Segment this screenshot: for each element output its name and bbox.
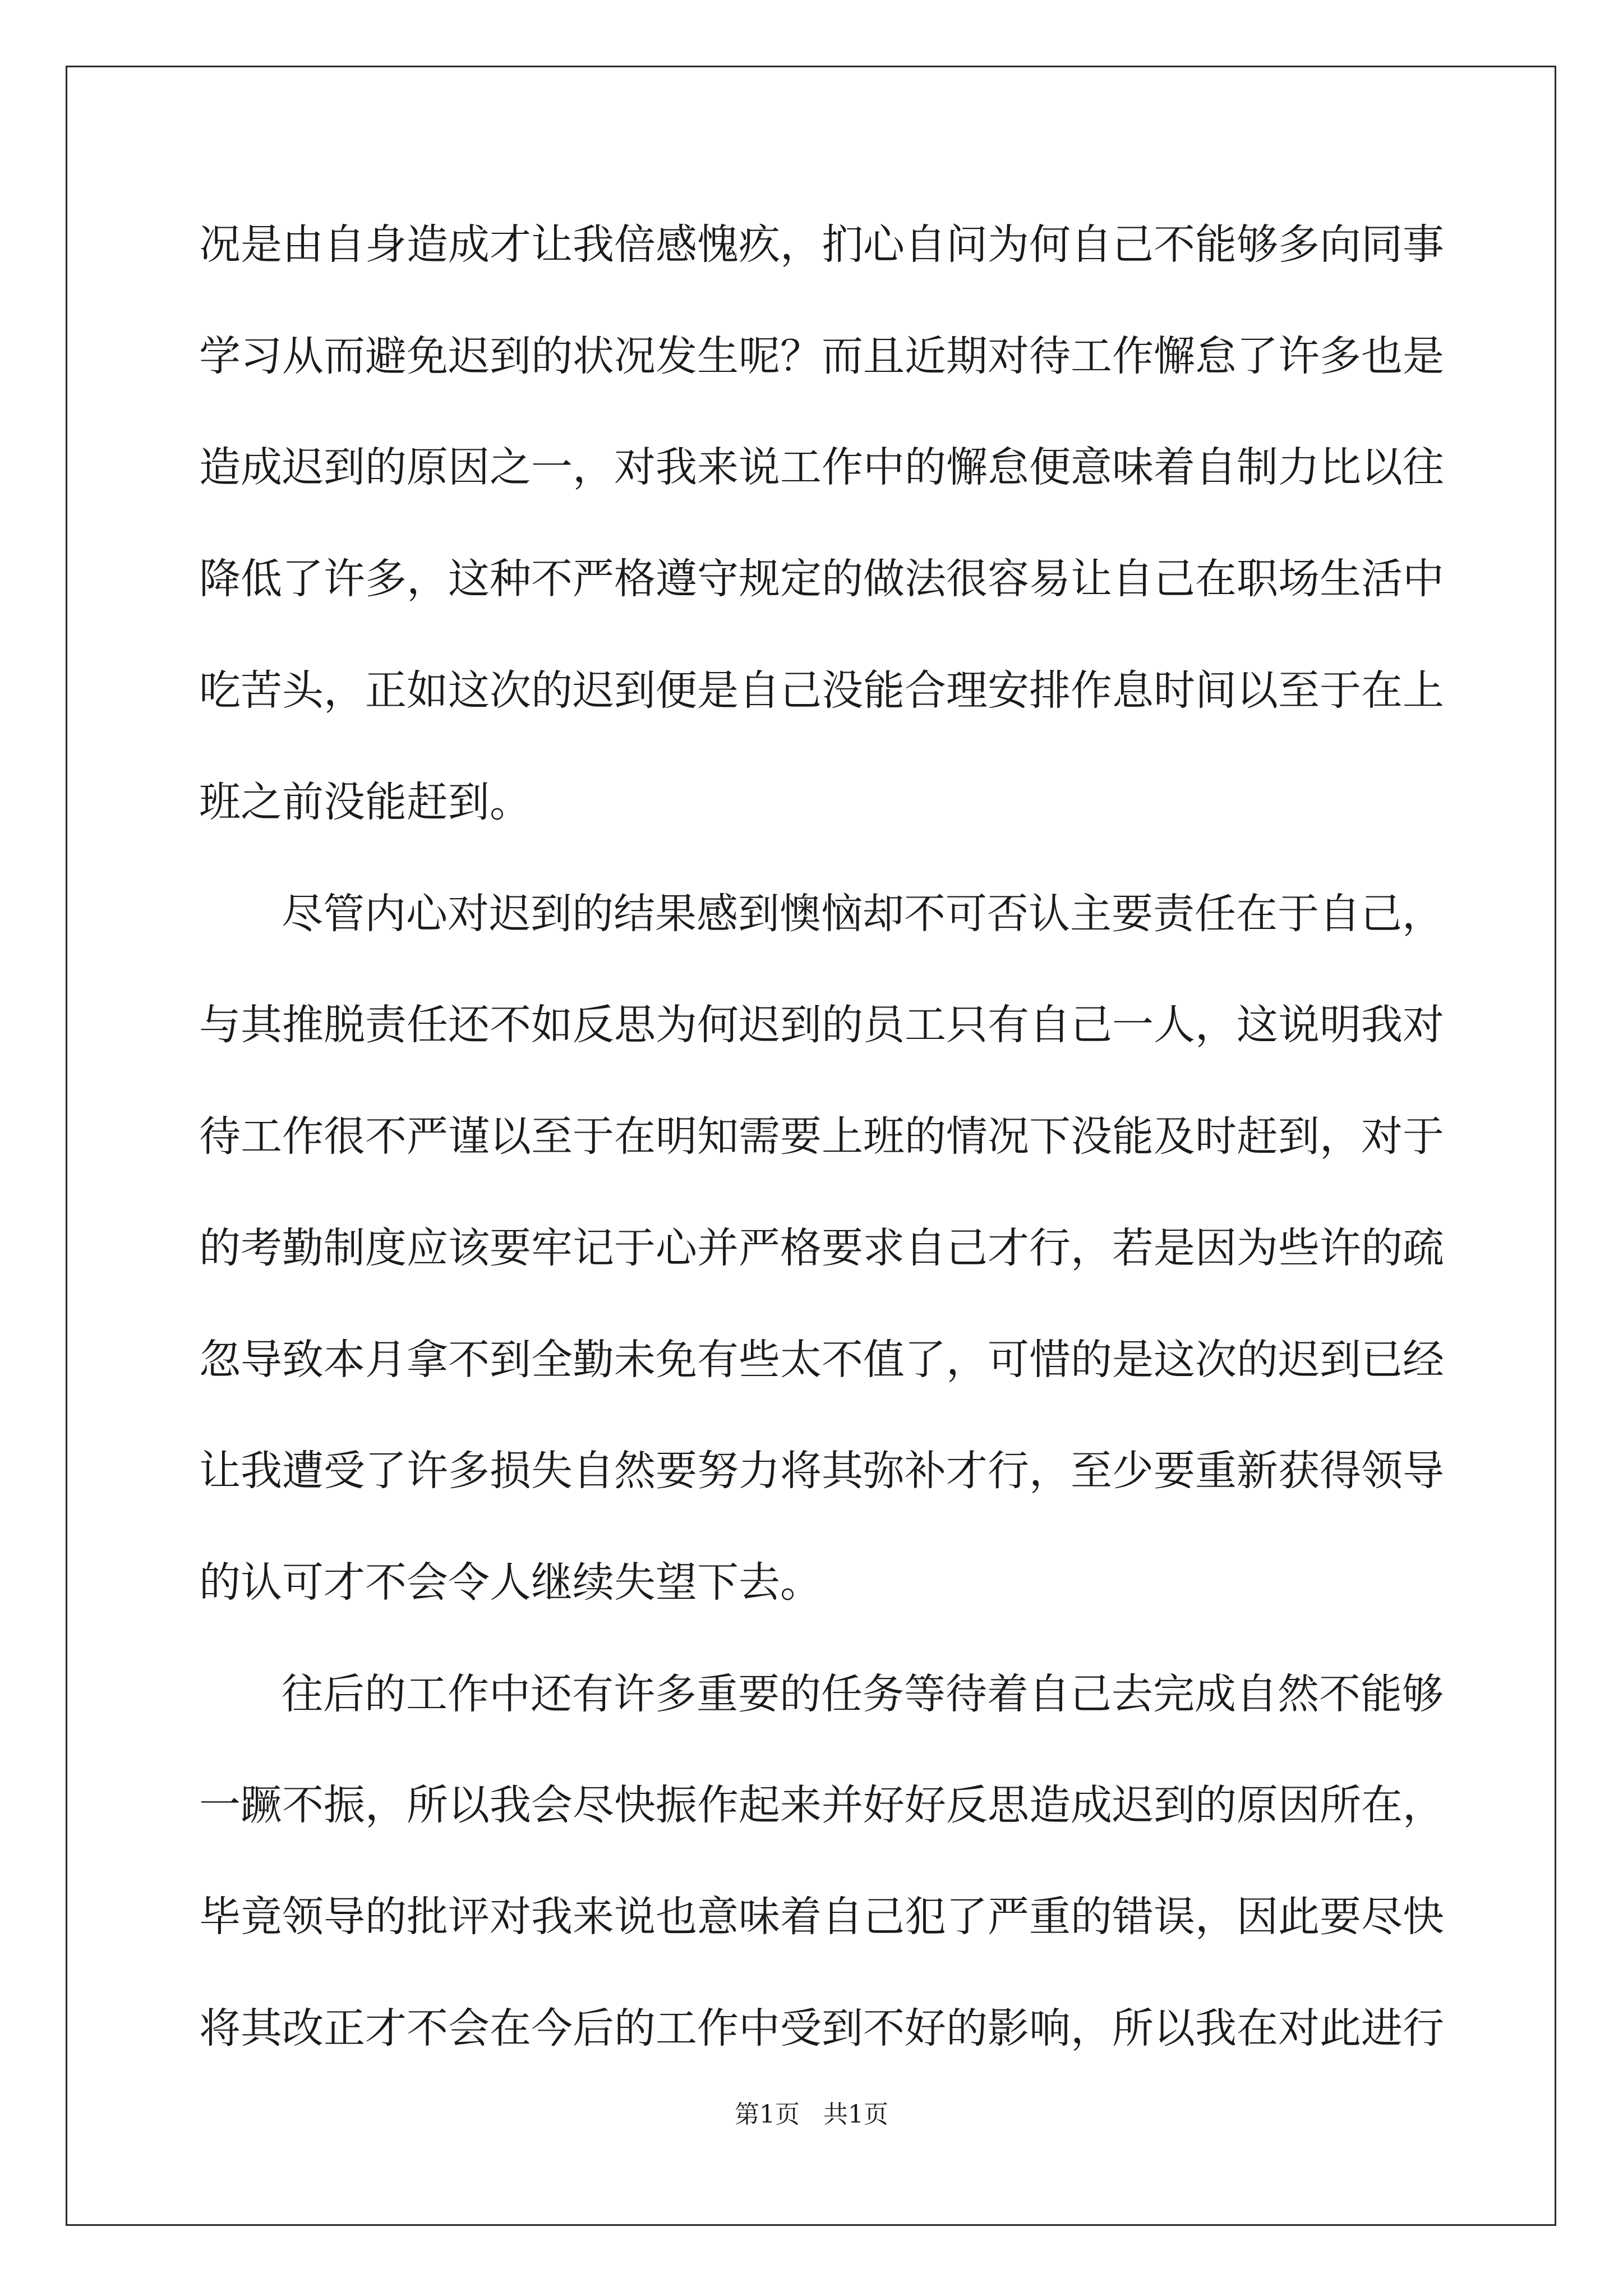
paragraph-1-line-2: 学习从而避免迟到的状况发生呢？而且近期对待工作懈怠了许多也是 xyxy=(199,332,1444,380)
paragraph-1-line-3: 造成迟到的原因之一，对我来说工作中的懈怠便意味着自制力比以往 xyxy=(199,443,1444,491)
paragraph-3-line-3: 毕竟领导的批评对我来说也意味着自己犯了严重的错误，因此要尽快 xyxy=(199,1893,1444,1941)
page-total: 共1页 xyxy=(823,2100,888,2129)
page-number: 第1页 xyxy=(735,2100,800,2129)
paragraph-2-line-5: 忽导致本月拿不到全勤未免有些太不值了，可惜的是这次的迟到已经 xyxy=(199,1336,1444,1384)
paragraph-2-line-6: 让我遭受了许多损失自然要努力将其弥补才行，至少要重新获得领导 xyxy=(199,1447,1444,1495)
paragraph-2-line-2: 与其推脱责任还不如反思为何迟到的员工只有自己一人，这说明我对 xyxy=(199,1001,1444,1049)
paragraph-3-line-1: 往后的工作中还有许多重要的任务等待着自己去完成自然不能够 xyxy=(282,1670,1444,1718)
paragraph-2-line-7: 的认可才不会令人继续失望下去。 xyxy=(199,1558,822,1607)
paragraph-1-line-1: 况是由自身造成才让我倍感愧疚，扪心自问为何自己不能够多向同事 xyxy=(199,220,1444,269)
paragraph-1-line-6: 班之前没能赶到。 xyxy=(199,778,531,826)
page-footer xyxy=(0,2098,1623,2132)
paragraph-1-line-5: 吃苦头，正如这次的迟到便是自己没能合理安排作息时间以至于在上 xyxy=(199,666,1444,715)
paragraph-2-line-4: 的考勤制度应该要牢记于心并严格要求自己才行，若是因为些许的疏 xyxy=(199,1224,1444,1272)
paragraph-3-line-4: 将其改正才不会在今后的工作中受到不好的影响，所以我在对此进行 xyxy=(199,2004,1444,2053)
paragraph-2-line-3: 待工作很不严谨以至于在明知需要上班的情况下没能及时赶到，对于 xyxy=(199,1112,1444,1161)
paragraph-1-line-4: 降低了许多，这种不严格遵守规定的做法很容易让自己在职场生活中 xyxy=(199,555,1444,603)
paragraph-2-line-1: 尽管内心对迟到的结果感到懊恼却不可否认主要责任在于自己， xyxy=(282,890,1444,938)
paragraph-3-line-2: 一蹶不振，所以我会尽快振作起来并好好反思造成迟到的原因所在， xyxy=(199,1781,1444,1829)
